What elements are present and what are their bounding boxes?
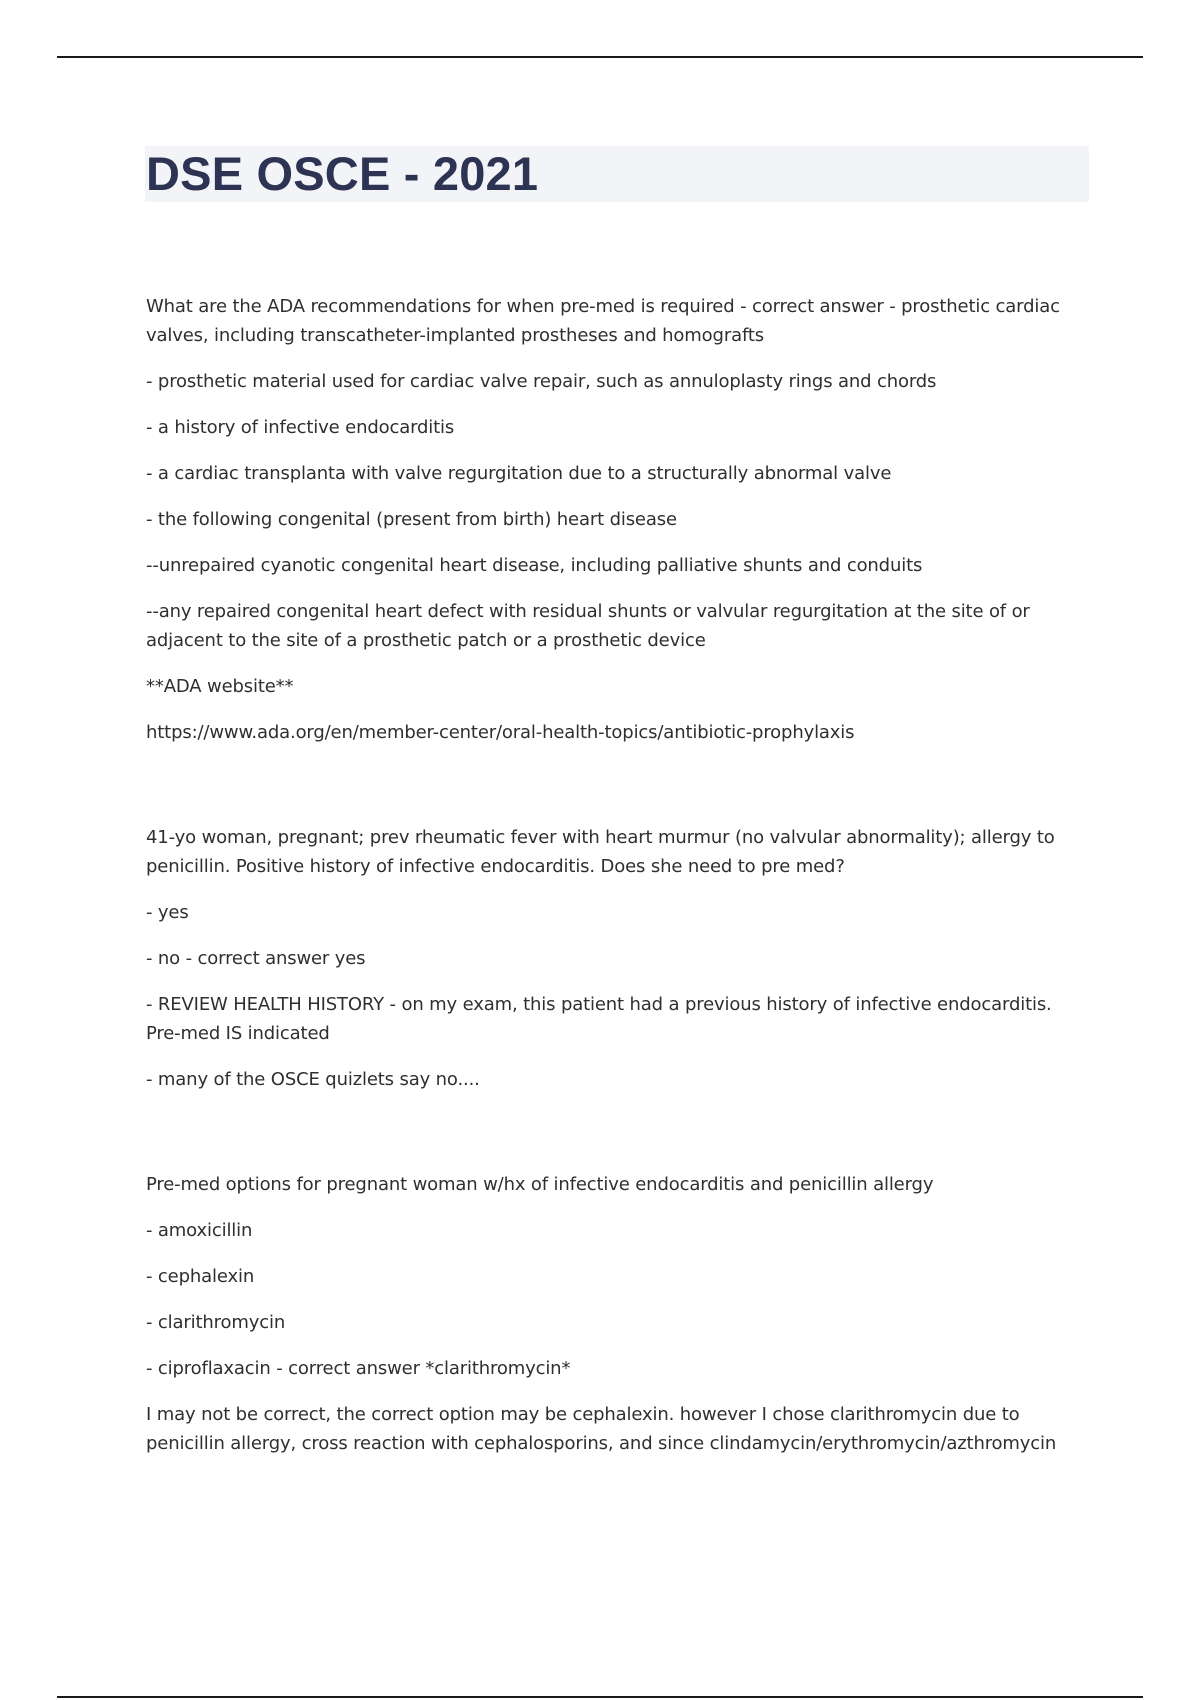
- question-block-pregnant-patient: [146, 823, 1086, 1094]
- note-line: - many of the OSCE quizlets say no....: [146, 1069, 480, 1090]
- answer-line: - a cardiac transplanta with valve regurgitation due to a structurally abnormal valve: [146, 463, 892, 484]
- question-text: Pre-med options for pregnant woman w/hx of infective endocarditis and penicillin allergy: [146, 1174, 934, 1195]
- top-rule: [57, 56, 1143, 58]
- note-line: I may not be correct, the correct option may be cephalexin. however I chose clarithromycin due to penicillin allergy, cross reaction with cephalosporins, and since clindamycin/erythromycin/azthromycin: [146, 1404, 1057, 1454]
- option-line: - no - correct answer yes: [146, 948, 366, 969]
- bottom-rule: [57, 1696, 1143, 1698]
- option-line: - clarithromycin: [146, 1312, 286, 1333]
- question-text: 41-yo woman, pregnant; prev rheumatic fever with heart murmur (no valvular abnormality); allergy to penicillin. Positive history of infective endocarditis. Does she need to pre med?: [146, 827, 1055, 877]
- option-line: - yes: [146, 902, 189, 923]
- question-block-premed-options: [146, 1170, 1086, 1458]
- document-body: [146, 292, 1086, 1458]
- answer-line: --unrepaired cyanotic congenital heart disease, including palliative shunts and conduits: [146, 555, 923, 576]
- option-line: - cephalexin: [146, 1266, 255, 1287]
- option-line: - ciproflaxacin - correct answer *clarithromycin*: [146, 1358, 571, 1379]
- answer-line: - a history of infective endocarditis: [146, 417, 455, 438]
- source-url: https://www.ada.org/en/member-center/oral-health-topics/antibiotic-prophylaxis: [146, 722, 855, 743]
- answer-line: - the following congenital (present from birth) heart disease: [146, 509, 677, 530]
- question-block-premed-recommendations: [146, 292, 1086, 747]
- source-label: **ADA website**: [146, 676, 294, 697]
- answer-line: --any repaired congenital heart defect with residual shunts or valvular regurgitation at the site of or adjacent to the site of a prosthetic patch or a prosthetic device: [146, 601, 1030, 651]
- page-title: DSE OSCE - 2021: [146, 147, 539, 200]
- note-line: - REVIEW HEALTH HISTORY - on my exam, this patient had a previous history of infective endocarditis. Pre-med IS indicated: [146, 994, 1052, 1044]
- question-text: What are the ADA recommendations for when pre-med is required - correct answer - prosthetic cardiac valves, including transcatheter-implanted prostheses and homografts: [146, 296, 1060, 346]
- option-line: - amoxicillin: [146, 1220, 253, 1241]
- answer-line: - prosthetic material used for cardiac valve repair, such as annuloplasty rings and chords: [146, 371, 937, 392]
